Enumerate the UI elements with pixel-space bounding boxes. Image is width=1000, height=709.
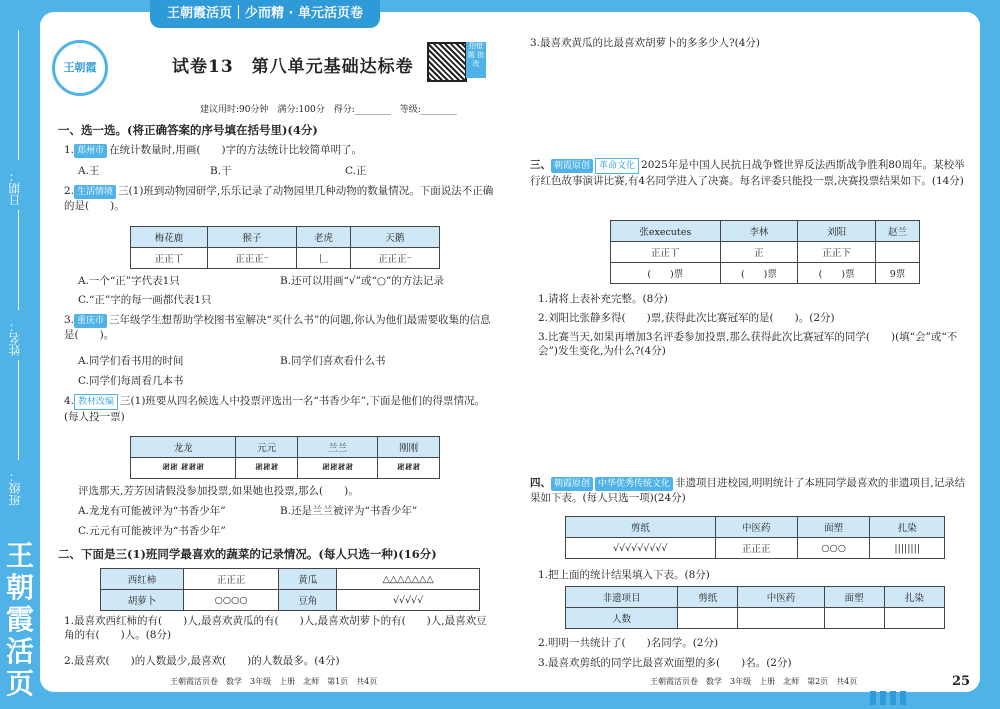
table-header: 张executes: [611, 221, 721, 242]
table-cell: 正正丅: [131, 248, 208, 269]
answer-cell[interactable]: [824, 608, 884, 629]
table-header: 刘阳: [798, 221, 876, 242]
vote-tally-table: [130, 436, 440, 479]
page-number: 25: [952, 674, 971, 689]
q4-2: 2.明明一共统计了( )名同学。(2分): [538, 637, 719, 649]
table-cell: 𝍸𝍸𝍸𝍸: [298, 458, 378, 479]
table-cell: 胡萝卜: [101, 590, 184, 611]
table-cell: 9票: [876, 263, 920, 284]
table-cell: 豆角: [279, 590, 337, 611]
q2-1: 1.最喜欢西红柿的有( )人,最喜欢黄瓜的有( )人,最喜欢胡萝卜的有( )人,最喜欢豆角的有( )人。(8分): [64, 615, 487, 641]
answer-cell[interactable]: [884, 608, 944, 629]
student-info-sidebar: [0, 0, 40, 709]
table-cell: [876, 242, 920, 263]
q1-3-c: C.同学们每周看几本书: [78, 375, 184, 387]
q1-3-b: B.同学们喜欢看什么书: [280, 355, 386, 367]
q1-3-a: A.同学们看书用的时间: [78, 355, 184, 367]
vegetable-table: [100, 568, 480, 611]
table-cell: ( )票: [611, 263, 721, 284]
table-cell: 正正正⁻: [350, 248, 439, 269]
q1-2-c: C.“正”字的每一画都代表1只: [78, 294, 212, 306]
table-cell: ( )票: [720, 263, 798, 284]
table-cell: 黄瓜: [279, 569, 337, 590]
animal-tally-table: [130, 226, 440, 269]
q1-1-c: C.正: [345, 165, 367, 177]
q1-4-b: B.还是兰兰被评为“书香少年”: [280, 505, 418, 517]
table-header: 刚刚: [378, 437, 440, 458]
q2-2: 2.最喜欢( )的人数最少,最喜欢( )的人数最多。(4分): [64, 655, 340, 667]
name-label: 姓名：: [8, 320, 22, 356]
series-banner: 王朝霞活页｜少而精 · 单元活页卷: [150, 0, 380, 28]
table-cell: △△△△△△△: [337, 569, 480, 590]
heritage-tally-table: [565, 516, 945, 559]
date-line: [18, 30, 19, 160]
q1-1-a: A.王: [78, 165, 100, 177]
table-cell: 正正丅: [611, 242, 721, 263]
table-cell: 𠃊: [297, 248, 351, 269]
table-header: 李林: [720, 221, 798, 242]
q4-3: 3.最喜欢剪纸的同学比最喜欢面塑的多( )名。(2分): [538, 657, 792, 669]
class-label: 班级：: [8, 470, 22, 506]
table-cell: 𝍸𝍸𝍸: [378, 458, 440, 479]
footer-right: 王朝霞活页卷 数学 3年级 上册 北师 第2页 共4页: [650, 677, 858, 686]
table-header: 面塑: [824, 587, 884, 608]
name-line: [18, 210, 19, 310]
table-cell: √√√√√√√√√: [566, 538, 716, 559]
table-header: 梅花鹿: [131, 227, 208, 248]
table-header: 中医药: [715, 517, 797, 538]
exam-header: [52, 36, 502, 94]
q1-2-b: B.还可以用画“√”或“○”的方法记录: [280, 275, 444, 287]
answer-cell[interactable]: [738, 608, 824, 629]
q4-1: 1.把上面的统计结果填入下表。(8分): [538, 569, 710, 581]
qr-caption: 拍错题 批改: [466, 42, 486, 78]
table-cell: 西红柿: [101, 569, 184, 590]
table-header: 中医药: [738, 587, 824, 608]
table-cell: 𝍸𝍸𝍸: [236, 458, 298, 479]
q3-1: 1.请将上表补充完整。(8分): [538, 293, 668, 305]
table-header: 兰兰: [298, 437, 378, 458]
table-cell: ○○○: [797, 538, 870, 559]
table-cell: 正: [720, 242, 798, 263]
decorative-bars: [870, 690, 910, 709]
heritage-count-table: [565, 586, 945, 629]
q1-1-b: B.干: [210, 165, 232, 177]
table-cell: ○○○○: [184, 590, 279, 611]
table-header: 赵兰: [876, 221, 920, 242]
table-cell: 正正下: [798, 242, 876, 263]
brand-vertical: 王朝霞活页: [5, 539, 34, 700]
table-cell: 正正正⁻: [207, 248, 296, 269]
table-header: 天鹅: [350, 227, 439, 248]
answer-cell[interactable]: [678, 608, 738, 629]
table-cell: 𝍸𝍸 𝍸𝍸𝍸: [131, 458, 236, 479]
q1-4-text2: 评选那天,芳芳因请假没参加投票,如果她也投票,那么( )。: [78, 485, 359, 497]
q3-3: 3.比赛当天,如果再增加3名评委参加投票,那么获得此次比赛冠军的同学( )(填“会”或“不会”)发生变化,为什么?(4分): [538, 331, 958, 357]
table-header: 扎染: [870, 517, 945, 538]
section-3-intro: 三、 朝霞原创 革命文化 2025年是中国人民抗日战争暨世界反法西斯战争胜利80周年。某校举行红色故事演讲比赛,有4名同学进入了决赛。每名评委只能投一票,决赛投票结果如下。(14分): [530, 159, 965, 187]
table-header: 剪纸: [678, 587, 738, 608]
table-header: 老虎: [297, 227, 351, 248]
table-header: 扎染: [884, 587, 944, 608]
table-cell: √√√√√: [337, 590, 480, 611]
q1-4: 4. 教材改编 三(1)班要从四名候选人中投票评选出一名“书香少年”,下面是他们的得票情况。(每人投一票): [64, 395, 485, 423]
table-cell: ( )票: [798, 263, 876, 284]
exam-title: 试卷13 第八单元基础达标卷: [172, 57, 414, 77]
q1-4-c: C.元元有可能被评为“书香少年”: [78, 525, 226, 537]
table-header: 龙龙: [131, 437, 236, 458]
table-header: 元元: [236, 437, 298, 458]
section-4-intro: 四、 朝霞原创 中华优秀传统文化 非遗项目进校园,明明统计了本班同学最喜欢的非遗项目,记录结果如下表。(每人只选一项)(24分): [530, 477, 966, 504]
q3-2: 2.刘阳比张静多得( )票,获得此次比赛冠军的是( )。(2分): [538, 312, 835, 324]
table-header: 剪纸: [566, 517, 716, 538]
table-header: 面塑: [797, 517, 870, 538]
q1-4-a: A.龙龙有可能被评为“书香少年”: [78, 505, 226, 517]
section-2-title: 二、下面是三(1)班同学最喜欢的蔬菜的记录情况。(每人只选一种)(16分): [58, 547, 437, 561]
date-label: 日期：: [8, 170, 22, 206]
table-cell: 正正正: [184, 569, 279, 590]
speech-vote-table: [610, 220, 920, 284]
q1-3: 3. 重庆市 三年级学生想帮助学校图书室解决“买什么书”的问题,你认为他们最需要收集的信息是( )。: [64, 314, 491, 341]
class-line: [18, 360, 19, 460]
qr-code-icon[interactable]: [427, 42, 467, 82]
q1-2: 2. 生活情境 三(1)班到动物园研学,乐乐记录了动物园里几种动物的数量情况。下面说法不正确的是( )。: [64, 185, 494, 212]
q1-2-a: A.一个“正”字代表1只: [78, 275, 180, 287]
footer-left: 王朝霞活页卷 数学 3年级 上册 北师 第1页 共4页: [170, 677, 378, 686]
table-cell: ||||||||: [870, 538, 945, 559]
q1-1: 1. 郑州市 在统计数量时,用画( )字的方法统计比较简单明了。: [64, 144, 363, 156]
table-header: 猴子: [207, 227, 296, 248]
q2-3: 3.最喜欢黄瓜的比最喜欢胡萝卜的多多少人?(4分): [530, 37, 761, 49]
section-1-title: 一、选一选。(将正确答案的序号填在括号里)(4分): [58, 123, 318, 137]
table-header: 非遗项目: [566, 587, 678, 608]
table-cell: 正正正: [715, 538, 797, 559]
publisher-logo: 王朝霞: [52, 40, 108, 96]
exam-meta: 建议用时:90分钟 满分:100分 得分:________ 等级:________: [200, 105, 457, 115]
table-cell: 人数: [566, 608, 678, 629]
